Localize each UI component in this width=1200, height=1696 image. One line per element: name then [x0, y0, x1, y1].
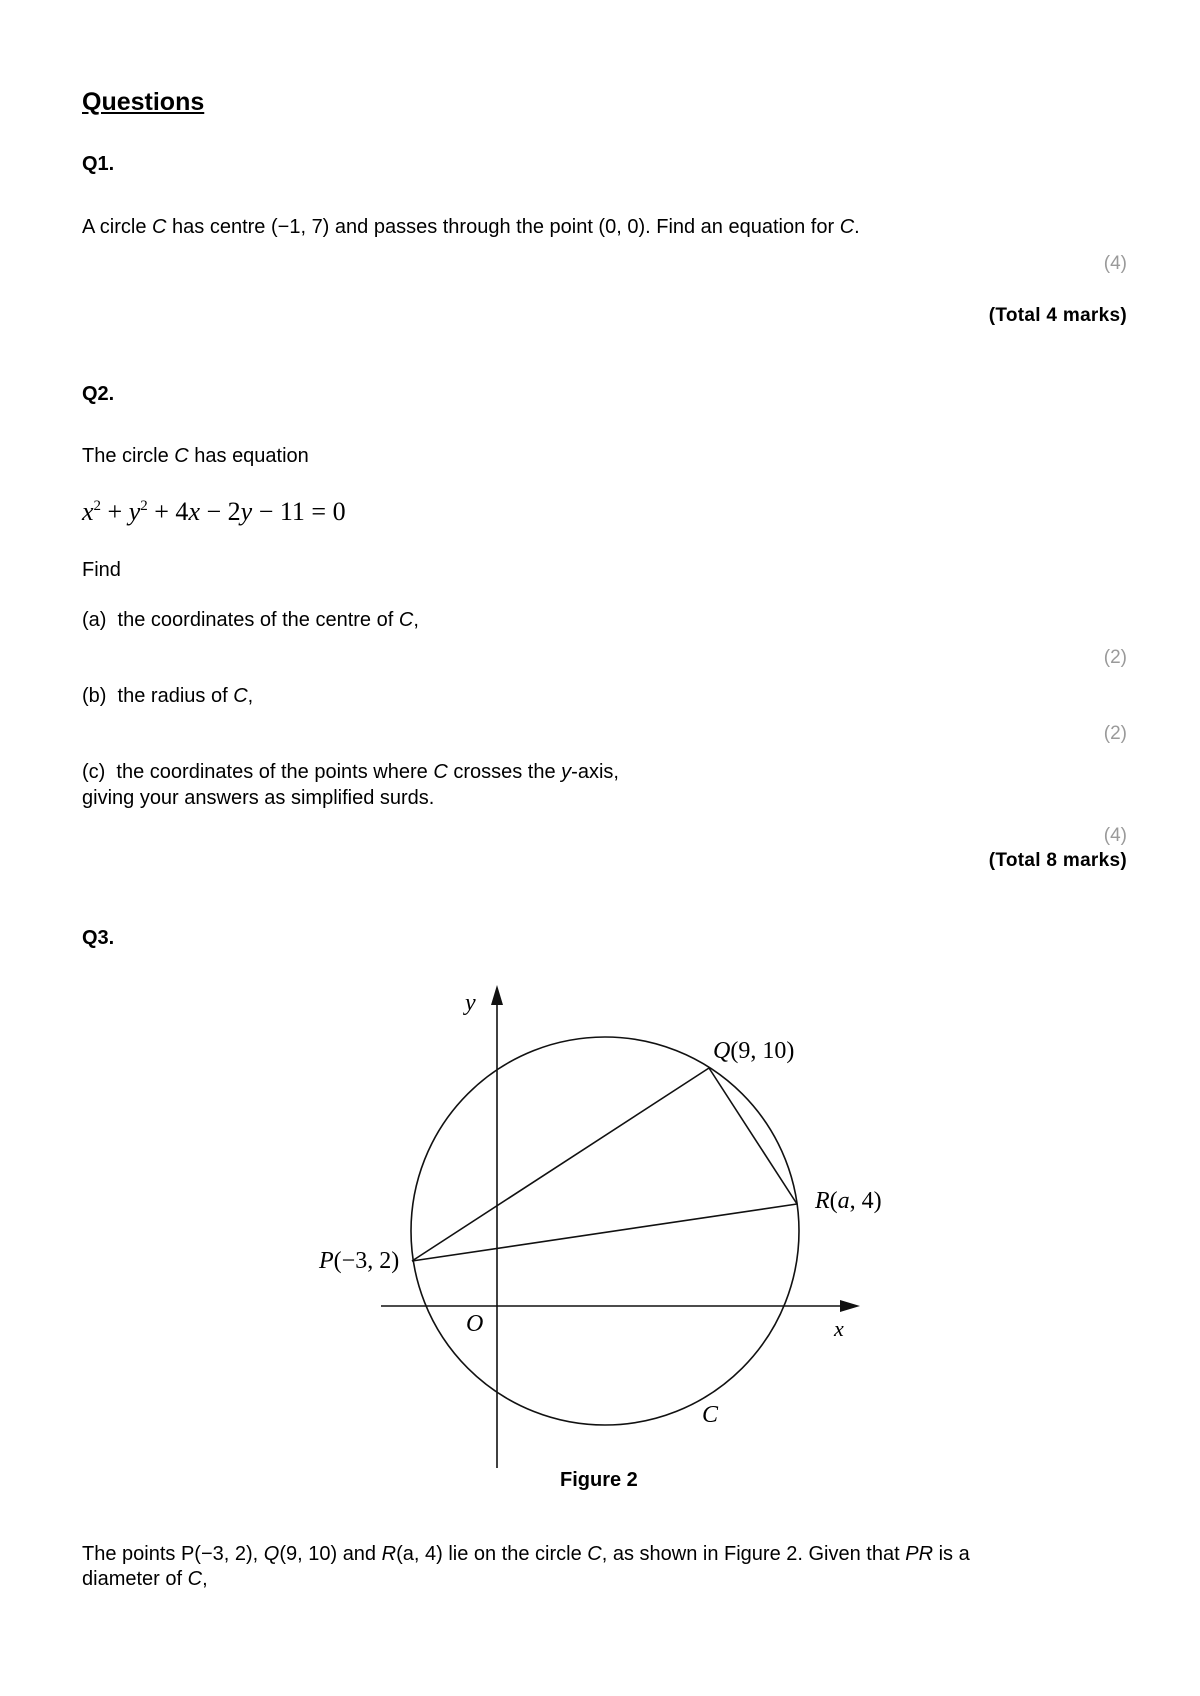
- question-2-intro: The circle C has equation: [82, 445, 309, 467]
- question-2-label: Q2.: [82, 383, 115, 405]
- chord-qr: [709, 1068, 797, 1204]
- diameter-pr: [412, 1204, 797, 1261]
- circle-c: [411, 1037, 799, 1425]
- x-axis-label: x: [834, 1316, 844, 1341]
- question-2b-text: (b) the radius of C,: [82, 685, 254, 707]
- point-q-label: Q(9, 10): [713, 1038, 795, 1064]
- question-2c-marks: (4): [1103, 825, 1127, 846]
- question-3-text: The points P(−3, 2), Q(9, 10) and R(a, 4) lie on the circle C, as shown in Figure 2. Given that PR is a: [82, 1543, 970, 1565]
- question-2-total: (Total 8 marks): [988, 850, 1127, 871]
- question-1-marks: (4): [1103, 253, 1127, 274]
- question-3-label: Q3.: [82, 927, 115, 949]
- point-r-label: R(a, 4): [815, 1188, 882, 1214]
- question-2c-line2: giving your answers as simplified surds.: [82, 787, 435, 809]
- circle-equation: $x^2 + y^2 + 4x - 2y - 11 = 0$: [82, 497, 346, 526]
- question-1-text: A circle C has centre (−1, 7) and passes through the point (0, 0). Find an equation for C.: [82, 216, 860, 238]
- origin-label: O: [466, 1311, 484, 1337]
- question-2a-text: (a) the coordinates of the centre of C,: [82, 609, 419, 631]
- question-2b-marks: (2): [1103, 723, 1127, 744]
- question-2c-text: (c) the coordinates of the points where C crosses the y-axis,: [82, 761, 619, 783]
- x-axis-arrow-icon: [840, 1300, 860, 1312]
- page-heading: Questions: [82, 88, 205, 116]
- question-2-find: Find: [82, 559, 121, 581]
- y-axis-label: y: [465, 990, 476, 1016]
- point-p-label: P(−3, 2): [319, 1248, 400, 1274]
- y-axis-arrow-icon: [491, 985, 503, 1005]
- figure-caption: Figure 2: [560, 1469, 638, 1491]
- question-1-total: (Total 4 marks): [988, 305, 1127, 326]
- question-1-label: Q1.: [82, 153, 115, 175]
- chord-pq: [412, 1068, 709, 1261]
- question-2a-marks: (2): [1103, 647, 1127, 668]
- question-3-text-line2: diameter of C,: [82, 1568, 208, 1590]
- circle-c-label: C: [702, 1402, 719, 1428]
